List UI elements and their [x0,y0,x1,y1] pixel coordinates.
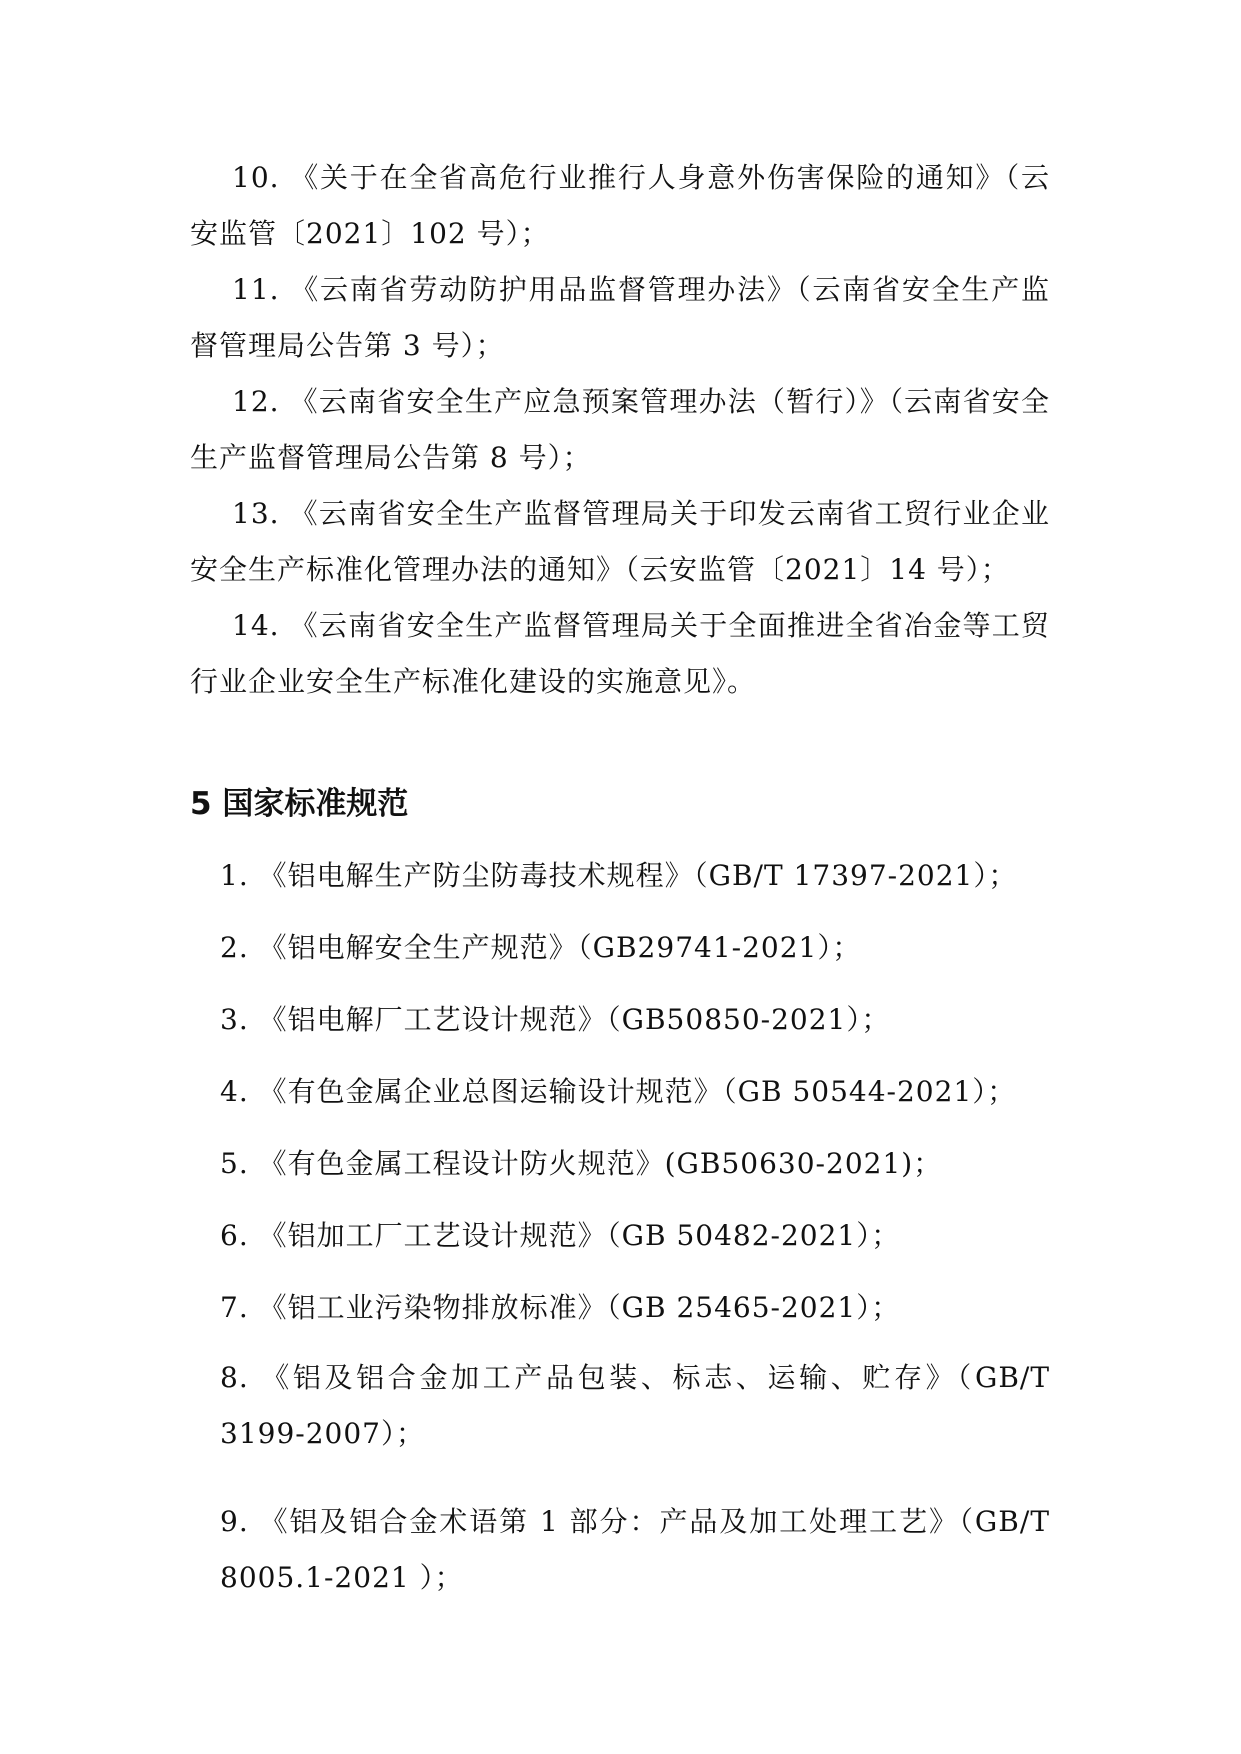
standard-item-8-line2: 3199-2007）； [220,1417,425,1450]
regulation-item-11: 11. 《云南省劳动防护用品监督管理办法》（云南省安全生产监督管理局公告第 3 号）； [190,273,1050,362]
standard-item-6: 6. 《铝加工厂工艺设计规范》（GB 50482-2021）； [220,1219,901,1252]
regulation-item-14: 14. 《云南省安全生产监督管理局关于全面推进全省冶金等工贸行业企业安全生产标准化建设的实施意见》。 [190,609,1050,698]
standard-item-8-line1: 8. 《铝及铝合金加工产品包装、标志、运输、贮存》（GB/T [220,1361,1050,1394]
standard-item-5: 5. 《有色金属工程设计防火规范》(GB50630-2021)； [220,1147,943,1180]
regulation-item-12: 12. 《云南省安全生产应急预案管理办法（暂行）》（云南省安全生产监督管理局公告第 8 号）； [190,385,1050,474]
standard-item-9-line1: 9. 《铝及铝合金术语第 1 部分：产品及加工处理工艺》（GB/T [220,1505,1050,1538]
regulation-item-13: 13. 《云南省安全生产监督管理局关于印发云南省工贸行业企业安全生产标准化管理办法的通知》（云安监管〔2021〕14 号）； [190,497,1050,586]
section-heading: 5 国家标准规范 [190,786,409,822]
standard-item-4: 4. 《有色金属企业总图运输设计规范》（GB 50544-2021）； [220,1075,1017,1108]
regulation-item-10: 10. 《关于在全省高危行业推行人身意外伤害保险的通知》（云安监管〔2021〕102 号）； [190,161,1050,250]
standard-item-9 [220,1494,1050,1606]
standard-item-2: 2. 《铝电解安全生产规范》（GB29741-2021）； [220,931,862,964]
standard-item-7: 7. 《铝工业污染物排放标准》（GB 25465-2021）； [220,1291,901,1324]
standard-item-1: 1. 《铝电解生产防尘防毒技术规程》（GB/T 17397-2021）； [220,859,1018,892]
standard-item-9-line2: 8005.1-2021 ）； [220,1561,464,1594]
standard-item-3: 3. 《铝电解厂工艺设计规范》（GB50850-2021）； [220,1003,891,1036]
standard-item-8 [220,1350,1050,1462]
